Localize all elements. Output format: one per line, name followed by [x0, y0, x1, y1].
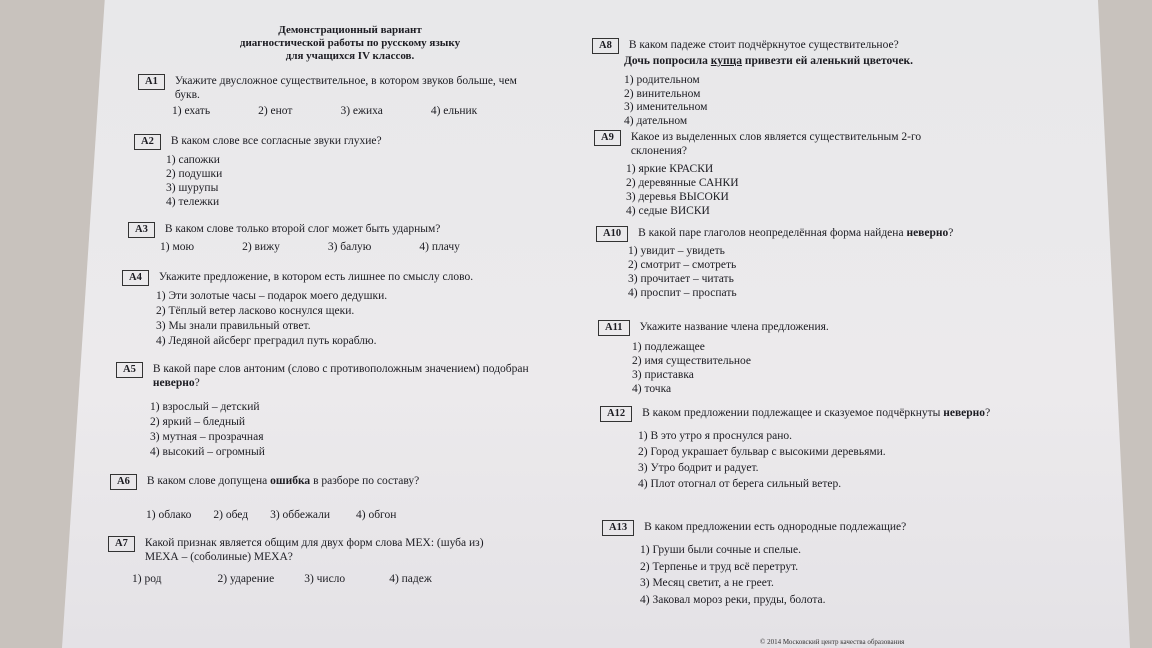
answer-options — [632, 340, 998, 396]
answer-option[interactable]: 4) седые ВИСКИ — [626, 205, 710, 217]
question-text: В каком слове только второй слог может быть ударным? — [164, 223, 441, 235]
answer-option[interactable]: 3) Утро бодрит и радует. — [638, 462, 759, 474]
question-number: A3 — [128, 222, 155, 238]
header-line-2: диагностической работы по русскому языку — [239, 37, 461, 49]
question-text: В каком предложении есть однородные подлежащие? — [644, 521, 907, 533]
question-text: Укажите название члена предложения. — [639, 321, 829, 333]
question-text: В каком падеже стоит подчёркнутое существительное? — [628, 39, 899, 51]
answer-option[interactable]: 3) Месяц светит, а не греет. — [640, 577, 774, 589]
answer-option[interactable]: 1) яркие КРАСКИ — [626, 163, 714, 175]
question-text: В какой паре слов антоним (слово с противоположным значением) подобран неверно? — [152, 363, 529, 389]
answer-options — [624, 74, 992, 128]
question-text: В каком слове допущена ошибка в разборе по составу? — [146, 475, 420, 487]
question-a11 — [598, 320, 998, 396]
question-a3 — [128, 222, 548, 254]
question-number: A1 — [138, 74, 165, 90]
question-text: Какое из выделенных слов является существительным 2-го склонения? — [630, 131, 922, 157]
answer-option[interactable]: 1) сапожки — [166, 154, 220, 166]
answer-options — [638, 428, 1020, 492]
answer-option[interactable]: 1) увидит – увидеть — [628, 245, 725, 257]
answer-option[interactable]: 4) падеж — [389, 573, 432, 585]
answer-option[interactable]: 4) Плот отогнал от берега сильный ветер. — [638, 478, 842, 490]
answer-options — [628, 244, 1026, 300]
answer-option[interactable]: 2) имя существительное — [632, 355, 751, 367]
answer-option[interactable]: 4) ельник — [430, 105, 478, 117]
answer-option[interactable]: 2) Город украшает бульвар с высокими деревьями. — [638, 446, 886, 458]
answer-option[interactable]: 2) ударение — [217, 573, 275, 585]
question-a4 — [122, 270, 552, 349]
question-a7 — [108, 536, 568, 586]
question-number: A5 — [116, 362, 143, 378]
answer-option[interactable]: 4) тележки — [166, 196, 220, 208]
answer-options — [160, 240, 548, 254]
answer-option[interactable]: 1) мою — [160, 241, 195, 253]
question-number: A7 — [108, 536, 135, 552]
answer-option[interactable]: 1) облако — [146, 509, 192, 521]
answer-options — [640, 542, 1022, 608]
answer-option[interactable]: 4) дательном — [624, 114, 688, 127]
answer-option[interactable]: 3) деревья ВЫСОКИ — [626, 191, 729, 203]
question-a9 — [594, 130, 994, 218]
answer-option[interactable]: 3) шурупы — [166, 182, 219, 194]
answer-option[interactable]: 2) смотрит – смотреть — [628, 259, 737, 271]
answer-option[interactable]: 1) Эти золотые часы – подарок моего дедушки. — [156, 290, 388, 302]
document-header — [200, 24, 500, 63]
question-text: В какой паре глаголов неопределённая форма найдена неверно? — [638, 227, 954, 239]
answer-option[interactable]: 2) деревянные САНКИ — [626, 177, 739, 189]
question-a5 — [116, 362, 556, 460]
question-number: A10 — [596, 226, 628, 242]
answer-option[interactable]: 2) енот — [258, 105, 293, 117]
answer-option[interactable]: 2) яркий – бледный — [150, 416, 246, 428]
answer-option[interactable]: 2) винительном — [624, 87, 701, 100]
answer-options — [132, 572, 568, 586]
answer-option[interactable]: 1) взрослый – детский — [150, 401, 260, 413]
answer-option[interactable]: 3) приставка — [632, 369, 694, 381]
answer-option[interactable]: 2) вижу — [242, 241, 280, 253]
question-text: В каком слове все согласные звуки глухие? — [170, 135, 382, 147]
answer-option[interactable]: 1) Груши были сочные и спелые. — [640, 544, 801, 556]
answer-option[interactable]: 4) Ледяной айсберг преградил путь кораблю. — [156, 335, 377, 347]
question-text: Укажите предложение, в котором есть лишнее по смыслу слово. — [158, 271, 474, 283]
question-number: A4 — [122, 270, 149, 286]
answer-option[interactable]: 3) ежиха — [340, 105, 383, 117]
answer-option[interactable]: 1) родительном — [624, 74, 700, 86]
answer-options — [150, 400, 556, 460]
question-a10 — [596, 226, 1026, 300]
question-number: A8 — [592, 38, 619, 54]
answer-option[interactable]: 4) точка — [632, 383, 672, 395]
question-a6 — [110, 474, 560, 522]
answer-options — [146, 508, 560, 522]
question-a2 — [134, 134, 534, 209]
answer-option[interactable]: 4) плачу — [419, 241, 460, 253]
answer-options — [166, 153, 534, 209]
answer-option[interactable]: 1) подлежащее — [632, 341, 705, 353]
footer-copyright: © 2014 Московский центр качества образования — [760, 638, 905, 646]
question-number: A13 — [602, 520, 634, 536]
question-text: Укажите двусложное существительное, в котором звуков больше, чем букв. — [174, 75, 517, 101]
answer-option[interactable]: 3) балую — [327, 241, 372, 253]
answer-option[interactable]: 3) именительном — [624, 101, 708, 113]
question-number: A11 — [598, 320, 630, 336]
answer-option[interactable]: 3) прочитает – читать — [628, 273, 734, 285]
answer-option[interactable]: 4) обгон — [356, 509, 397, 521]
answer-option[interactable]: 3) число — [304, 573, 346, 585]
question-number: A2 — [134, 134, 161, 150]
answer-option[interactable]: 1) ехать — [172, 105, 211, 117]
answer-option[interactable]: 4) Заковал мороз реки, пруды, болота. — [640, 593, 826, 606]
question-number: A9 — [594, 130, 621, 146]
header-line-3: для учащихся IV классов. — [285, 50, 415, 62]
header-line-1: Демонстрационный вариант — [278, 24, 422, 36]
answer-option[interactable]: 3) оббежали — [270, 509, 330, 521]
answer-option[interactable]: 2) Тёплый ветер ласково коснулся щеки. — [156, 305, 355, 317]
answer-option[interactable]: 2) Терпенье и труд всё перетрут. — [640, 560, 799, 573]
answer-option[interactable]: 3) Мы знали правильный ответ. — [156, 320, 311, 332]
answer-option[interactable]: 4) проспит – проспать — [628, 287, 737, 299]
question-a8 — [592, 38, 992, 128]
answer-option[interactable]: 4) высокий – огромный — [150, 446, 265, 458]
answer-option[interactable]: 2) подушки — [166, 168, 223, 180]
question-number: A6 — [110, 474, 137, 490]
answer-options — [156, 289, 552, 349]
answer-option[interactable]: 2) обед — [213, 509, 249, 521]
question-number: A12 — [600, 406, 632, 422]
question-a13 — [602, 520, 1022, 608]
question-sentence: Дочь попросила купца привезти ей аленький цветочек. — [624, 55, 914, 67]
answer-options — [172, 104, 538, 118]
question-text: Какой признак является общим для двух форм слова МЕХ: (шуба из) МЕХА – (соболиные) МЕХА? — [144, 537, 484, 563]
answer-option[interactable]: 3) мутная – прозрачная — [150, 431, 264, 443]
answer-option[interactable]: 1) В это утро я проснулся рано. — [638, 430, 792, 442]
question-a12 — [600, 406, 1020, 492]
question-a1 — [138, 74, 538, 118]
answer-options — [626, 162, 994, 218]
answer-option[interactable]: 1) род — [132, 573, 162, 585]
question-text: В каком предложении подлежащее и сказуемое подчёркнуты неверно? — [642, 407, 991, 419]
